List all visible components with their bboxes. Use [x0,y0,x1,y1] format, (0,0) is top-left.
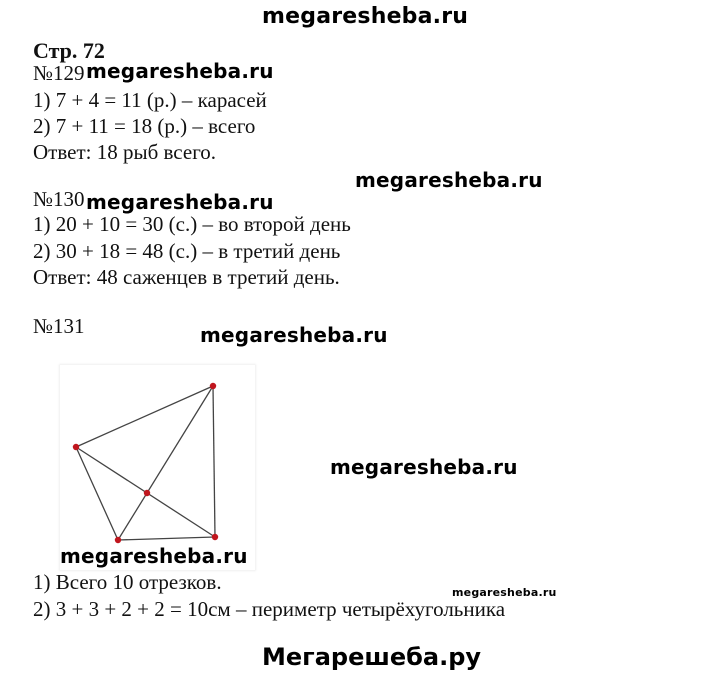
watermark-131: megaresheba.ru [200,323,388,347]
intersection-point [144,490,150,496]
task-130-number: №130 [33,187,85,211]
segment [76,386,213,447]
task-129-line-1: 1) 7 + 4 = 11 (р.) – карасей [33,88,267,112]
page-label: Стр. 72 [33,38,105,63]
watermark-figure-bottom: megaresheba.ru [60,544,248,568]
quadrilateral-figure [60,365,255,570]
task-131-line-2: 2) 3 + 3 + 2 + 2 = 10см – периметр четырёхугольника [33,597,506,621]
watermark-mid-right: megaresheba.ru [355,168,543,192]
watermark-top: megaresheba.ru [262,4,469,29]
segment [213,386,215,537]
segment [118,537,215,540]
vertex-point [115,537,121,543]
watermark-figure-right: megaresheba.ru [330,455,518,479]
task-130-answer: Ответ: 48 саженцев в третий день. [33,265,340,289]
footer-brand: Мегарешеба.ру [262,643,482,671]
task-131-line-1: 1) Всего 10 отрезков. [33,570,222,594]
quadrilateral-drawing [60,365,255,570]
watermark-small: megaresheba.ru [452,586,557,599]
watermark-130: megaresheba.ru [86,190,274,214]
task-129-line-2: 2) 7 + 11 = 18 (р.) – всего [33,114,256,138]
vertex-point [212,534,218,540]
watermark-129: megaresheba.ru [86,59,274,83]
task-131-number: №131 [33,314,85,338]
diagonal-segment [118,386,213,540]
vertex-point [73,444,79,450]
vertex-point [210,383,216,389]
task-130-line-2: 2) 30 + 18 = 48 (с.) – в третий день [33,239,341,263]
task-130-line-1: 1) 20 + 10 = 30 (с.) – во второй день [33,212,351,236]
task-129-number: №129 [33,61,85,85]
task-129-answer: Ответ: 18 рыб всего. [33,140,217,164]
